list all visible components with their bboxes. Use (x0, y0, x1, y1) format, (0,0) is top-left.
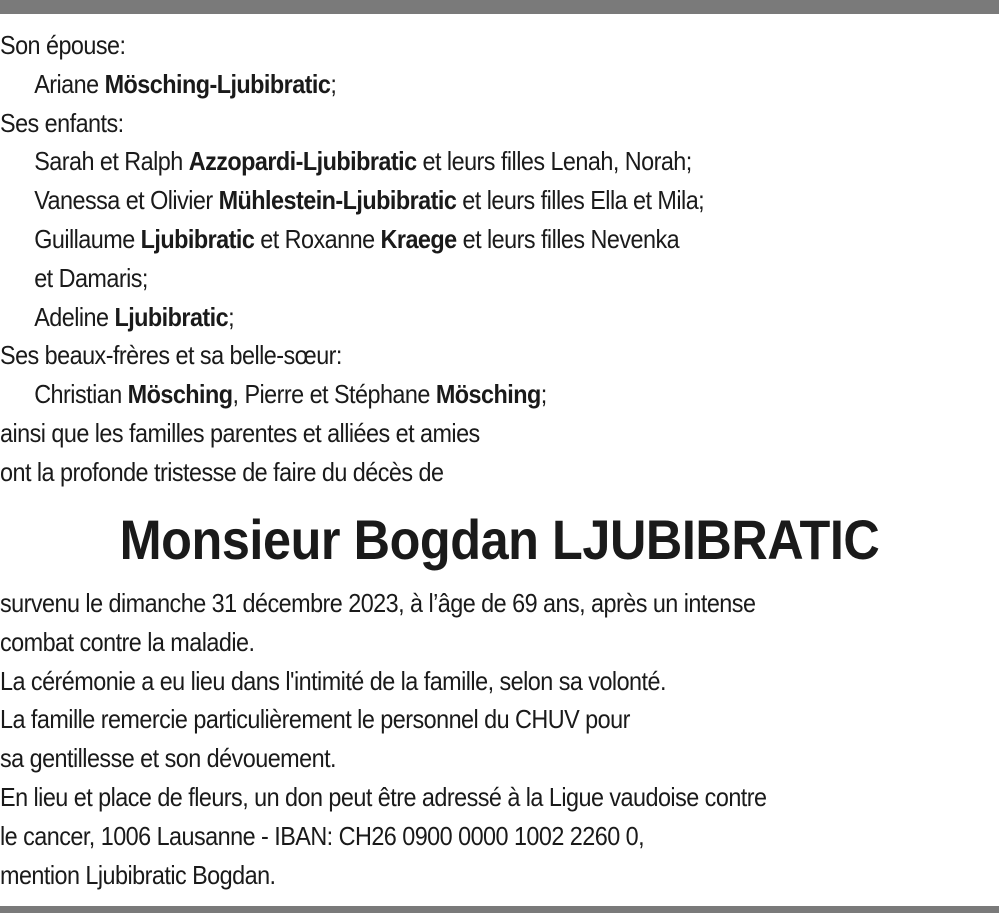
inlaws-entry (0, 375, 899, 414)
inlaw-tail: ; (540, 379, 547, 410)
inlaw-mid: , Pierre et Stéphane (232, 379, 436, 410)
children-heading: Ses enfants: (0, 107, 124, 138)
child-3-partner-surname: Kraege (380, 223, 457, 254)
child-entry-4 (0, 298, 899, 337)
spouse-surname: Mösching-Ljubibratic (104, 68, 331, 99)
child-2-surname: Mühlestein-Ljubibratic (218, 185, 457, 216)
spouse-punct: ; (330, 68, 337, 99)
details-line-5: sa gentillesse et son dévouement. (0, 743, 337, 774)
inlaw-1-first: Christian (34, 379, 128, 410)
details-line-6: En lieu et place de fleurs, un don peut être adressé à la Ligue vaudoise contre (0, 781, 767, 812)
relatives-line: ainsi que les familles parentes et alliées et amies (0, 417, 480, 448)
top-divider (0, 0, 999, 14)
bottom-divider (0, 906, 999, 913)
details-line-2: combat contre la maladie. (0, 626, 255, 657)
spouse-entry (0, 65, 899, 104)
child-4-surname: Ljubibratic (114, 301, 229, 332)
child-1-surname: Azzopardi-Ljubibratic (188, 146, 417, 177)
child-entry-2 (0, 181, 899, 220)
inlaw-2-surname: Mösching (435, 379, 541, 410)
family-list (0, 26, 999, 492)
child-entry-3-continued: et Damaris; (34, 262, 148, 293)
details-line-3: La cérémonie a eu lieu dans l'intimité de la famille, selon sa volonté. (0, 665, 666, 696)
child-4-first: Adeline (34, 301, 115, 332)
announcement-line: ont la profonde tristesse de faire du décès de (0, 456, 444, 487)
child-3-first: Guillaume (34, 223, 141, 254)
deceased-name: Monsieur Bogdan LJUBIBRATIC (119, 508, 880, 571)
details-line-7: le cancer, 1006 Lausanne - IBAN: CH26 0900 0000 1002 2260 0, (0, 820, 645, 851)
obituary-details (0, 584, 999, 894)
child-entry-3 (0, 220, 899, 259)
inlaw-1-surname: Mösching (127, 379, 233, 410)
child-entry-1 (0, 142, 899, 181)
details-line-1: survenu le dimanche 31 décembre 2023, à l’âge de 69 ans, après un intense (0, 588, 756, 618)
spouse-first-name: Ariane (34, 68, 105, 99)
child-4-tail: ; (228, 301, 235, 332)
child-3-surname: Ljubibratic (140, 223, 255, 254)
child-2-tail: et leurs filles Ella et Mila; (456, 185, 705, 216)
child-1-names: Sarah et Ralph (34, 146, 189, 177)
details-line-4: La famille remercie particulièrement le personnel du CHUV pour (0, 704, 630, 735)
child-3-mid: et Roxanne (254, 223, 381, 254)
details-line-8: mention Ljubibratic Bogdan. (0, 859, 276, 890)
child-3-tail: et leurs filles Nevenka (456, 223, 680, 254)
spouse-heading: Son épouse: (0, 30, 126, 60)
child-1-tail: et leurs filles Lenah, Norah; (416, 146, 692, 177)
inlaws-heading: Ses beaux-frères et sa belle-sœur: (0, 340, 342, 371)
child-2-names: Vanessa et Olivier (34, 185, 219, 216)
